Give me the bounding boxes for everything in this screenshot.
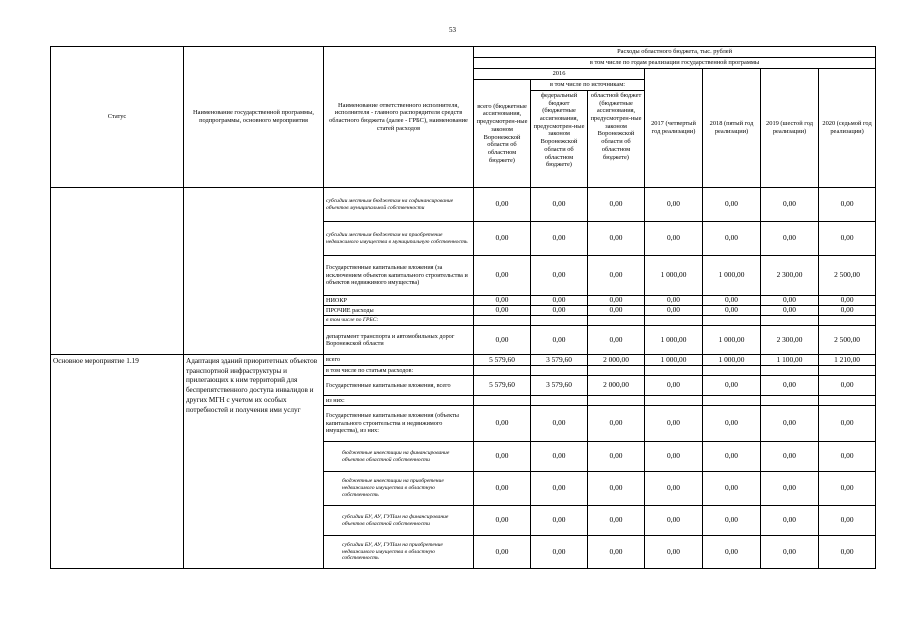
cell-2019 [761,396,819,406]
cell-2019: 2 300,00 [761,256,819,296]
cell-regional: 0,00 [588,406,645,442]
cell-2018: 0,00 [703,536,761,569]
cell-total: 0,00 [474,188,531,222]
cell-total [474,366,531,376]
header-2017: 2017 (четвертый год реализации) [645,69,703,188]
header-year-2016: 2016 [474,69,645,80]
cell-federal: 0,00 [531,442,588,472]
row-label: субсидии БУ, АУ, ГУПам на финансирование объектов областной собственности [324,506,474,536]
cell-2018: 0,00 [703,406,761,442]
cell-regional: 0,00 [588,188,645,222]
cell-2017 [645,396,703,406]
cell-2020: 1 210,00 [819,355,876,366]
row-label: бюджетные инвестиции на финансирование объектов областной собственности [324,442,474,472]
cell-total: 0,00 [474,306,531,316]
row-label: субсидии БУ, АУ, ГУПам на приобретение недвижимого имущества в областную собственность [324,536,474,569]
cell-total: 5 579,60 [474,376,531,396]
cell-2019: 0,00 [761,306,819,316]
row-label: департамент транспорта и автомобильных дорог Воронежской области [324,326,474,355]
cell-2019: 0,00 [761,406,819,442]
row-label: субсидии местным бюджетам на софинансирование объектов муниципальной собственности [324,188,474,222]
header-total: всего (бюджетные ассигнования, предусмотрен-ные законом Воронежской области об областном бюджете) [474,80,531,188]
cell-2017: 0,00 [645,296,703,306]
row-label: в том числе по ГРБС: [324,316,474,326]
cell-total [474,316,531,326]
cell-total: 0,00 [474,326,531,355]
cell-total: 0,00 [474,536,531,569]
cell-2020: 0,00 [819,296,876,306]
cell-total: 0,00 [474,442,531,472]
cell-regional: 2 000,00 [588,355,645,366]
program-cell-empty [184,188,324,355]
header-executor: Наименование ответственного исполнителя, исполнителя - главного распорядителя средств областного бюджета (далее - ГРБС), наименование статей расходов [324,47,474,188]
cell-2018: 1 000,00 [703,326,761,355]
cell-2019: 2 300,00 [761,326,819,355]
cell-total: 0,00 [474,256,531,296]
cell-2018: 0,00 [703,442,761,472]
header-2020: 2020 (седьмой год реализации) [819,69,876,188]
cell-2020: 0,00 [819,442,876,472]
row-label: ПРОЧИЕ расходы [324,306,474,316]
table-row [51,188,876,222]
cell-2017: 0,00 [645,536,703,569]
cell-federal: 0,00 [531,406,588,442]
header-sources-cell [531,80,645,188]
header-status: Статус [51,47,184,188]
cell-2020: 2 500,00 [819,256,876,296]
cell-regional: 0,00 [588,506,645,536]
cell-2019: 0,00 [761,188,819,222]
cell-2020: 0,00 [819,472,876,506]
cell-federal: 0,00 [531,326,588,355]
row-label: всего [324,355,474,366]
cell-2019 [761,316,819,326]
cell-2018: 0,00 [703,296,761,306]
header-by-years: в том числе по годам реализации государственной программы [474,58,876,69]
cell-regional [588,396,645,406]
cell-2018: 1 000,00 [703,355,761,366]
cell-2020: 0,00 [819,376,876,396]
cell-2020 [819,316,876,326]
cell-2020: 2 500,00 [819,326,876,355]
header-2018: 2018 (пятый год реализации) [703,69,761,188]
cell-regional: 0,00 [588,442,645,472]
row-label: в том числе по статьям расходов: [324,366,474,376]
cell-federal: 0,00 [531,472,588,506]
cell-2017: 0,00 [645,222,703,256]
cell-2018: 0,00 [703,188,761,222]
cell-2019: 0,00 [761,222,819,256]
cell-2017: 0,00 [645,442,703,472]
row-label: Государственные капитальные вложения (за исключением объектов капитального строительства и объектов недвижимого имущества) [324,256,474,296]
cell-federal [531,316,588,326]
cell-federal: 0,00 [531,222,588,256]
page-number: 53 [449,26,456,34]
cell-total: 0,00 [474,506,531,536]
cell-2018: 0,00 [703,222,761,256]
cell-2020 [819,396,876,406]
cell-federal: 0,00 [531,536,588,569]
cell-2017: 0,00 [645,472,703,506]
cell-2020: 0,00 [819,506,876,536]
cell-2017 [645,316,703,326]
cell-federal: 0,00 [531,256,588,296]
cell-2017 [645,366,703,376]
cell-2020: 0,00 [819,536,876,569]
cell-regional: 0,00 [588,256,645,296]
row-label: НИОКР [324,296,474,306]
cell-regional: 0,00 [588,306,645,316]
cell-2020: 0,00 [819,406,876,442]
cell-2017: 0,00 [645,376,703,396]
table-row [51,355,876,366]
cell-2019: 0,00 [761,442,819,472]
cell-regional: 0,00 [588,222,645,256]
cell-regional [588,366,645,376]
cell-federal: 3 579,60 [531,355,588,366]
row-label: из них: [324,396,474,406]
row-label: Государственные капитальные вложения (объекты капитального строительства и недвижимого имущества), из них: [324,406,474,442]
cell-2018: 0,00 [703,376,761,396]
cell-2017: 0,00 [645,188,703,222]
cell-regional: 0,00 [588,472,645,506]
cell-total: 0,00 [474,222,531,256]
cell-2018 [703,316,761,326]
cell-federal: 0,00 [531,188,588,222]
cell-2019: 0,00 [761,506,819,536]
budget-table [50,46,876,569]
cell-total: 0,00 [474,296,531,306]
cell-federal: 0,00 [531,296,588,306]
cell-2019: 0,00 [761,472,819,506]
cell-regional: 2 000,00 [588,376,645,396]
measure-status: Основное мероприятие 1.19 [51,355,184,569]
header-by-sources: в том числе по источникам: [531,80,644,91]
header-federal: федеральный бюджет (бюджетные ассигнования, предусмотрен-ные законом Воронежской области об областном бюджете) [531,91,588,187]
cell-2017: 1 000,00 [645,326,703,355]
cell-2018: 0,00 [703,506,761,536]
cell-2018: 0,00 [703,472,761,506]
cell-total [474,396,531,406]
cell-2018 [703,366,761,376]
cell-2019: 0,00 [761,296,819,306]
cell-regional [588,316,645,326]
header-regional: областной бюджет (бюджетные ассигнования, предусмотрен-ные законом Воронежской области об областном бюджете) [590,92,642,161]
header-2019: 2019 (шестой год реализации) [761,69,819,188]
cell-2017: 1 000,00 [645,355,703,366]
cell-2019: 0,00 [761,536,819,569]
cell-regional: 0,00 [588,296,645,306]
cell-2017: 0,00 [645,506,703,536]
cell-2019: 0,00 [761,376,819,396]
cell-regional: 0,00 [588,536,645,569]
cell-2017: 0,00 [645,406,703,442]
header-expenses: Расходы областного бюджета, тыс. рублей [474,47,876,58]
cell-2018: 0,00 [703,306,761,316]
cell-2018: 1 000,00 [703,256,761,296]
cell-2020 [819,366,876,376]
header-program: Наименование государственной программы, подпрограммы, основного мероприятия [184,47,324,188]
cell-2019: 1 100,00 [761,355,819,366]
cell-2018 [703,396,761,406]
cell-2020: 0,00 [819,222,876,256]
cell-federal [531,366,588,376]
cell-2020: 0,00 [819,188,876,222]
cell-federal [531,396,588,406]
status-cell-empty [51,188,184,355]
cell-2019 [761,366,819,376]
row-label: бюджетные инвестиции на приобретение недвижимого имущества в областную собственность [324,472,474,506]
row-label: Государственные капитальные вложения, всего [324,376,474,396]
cell-total: 5 579,60 [474,355,531,366]
cell-federal: 0,00 [531,306,588,316]
cell-total: 0,00 [474,406,531,442]
cell-federal: 3 579,60 [531,376,588,396]
cell-total: 0,00 [474,472,531,506]
cell-2017: 0,00 [645,306,703,316]
cell-regional: 0,00 [588,326,645,355]
cell-federal: 0,00 [531,506,588,536]
cell-2017: 1 000,00 [645,256,703,296]
row-label: субсидии местным бюджетам на приобретение недвижимого имущества в муниципальную собственность [324,222,474,256]
measure-name: Адаптация зданий приоритетных объектов транспортной инфраструктуры и прилегающих к ним территорий для беспрепятственного доступа инвалидов и других МГН с учетом их особых потребностей и получения ими услуг [184,355,324,569]
cell-2020: 0,00 [819,306,876,316]
